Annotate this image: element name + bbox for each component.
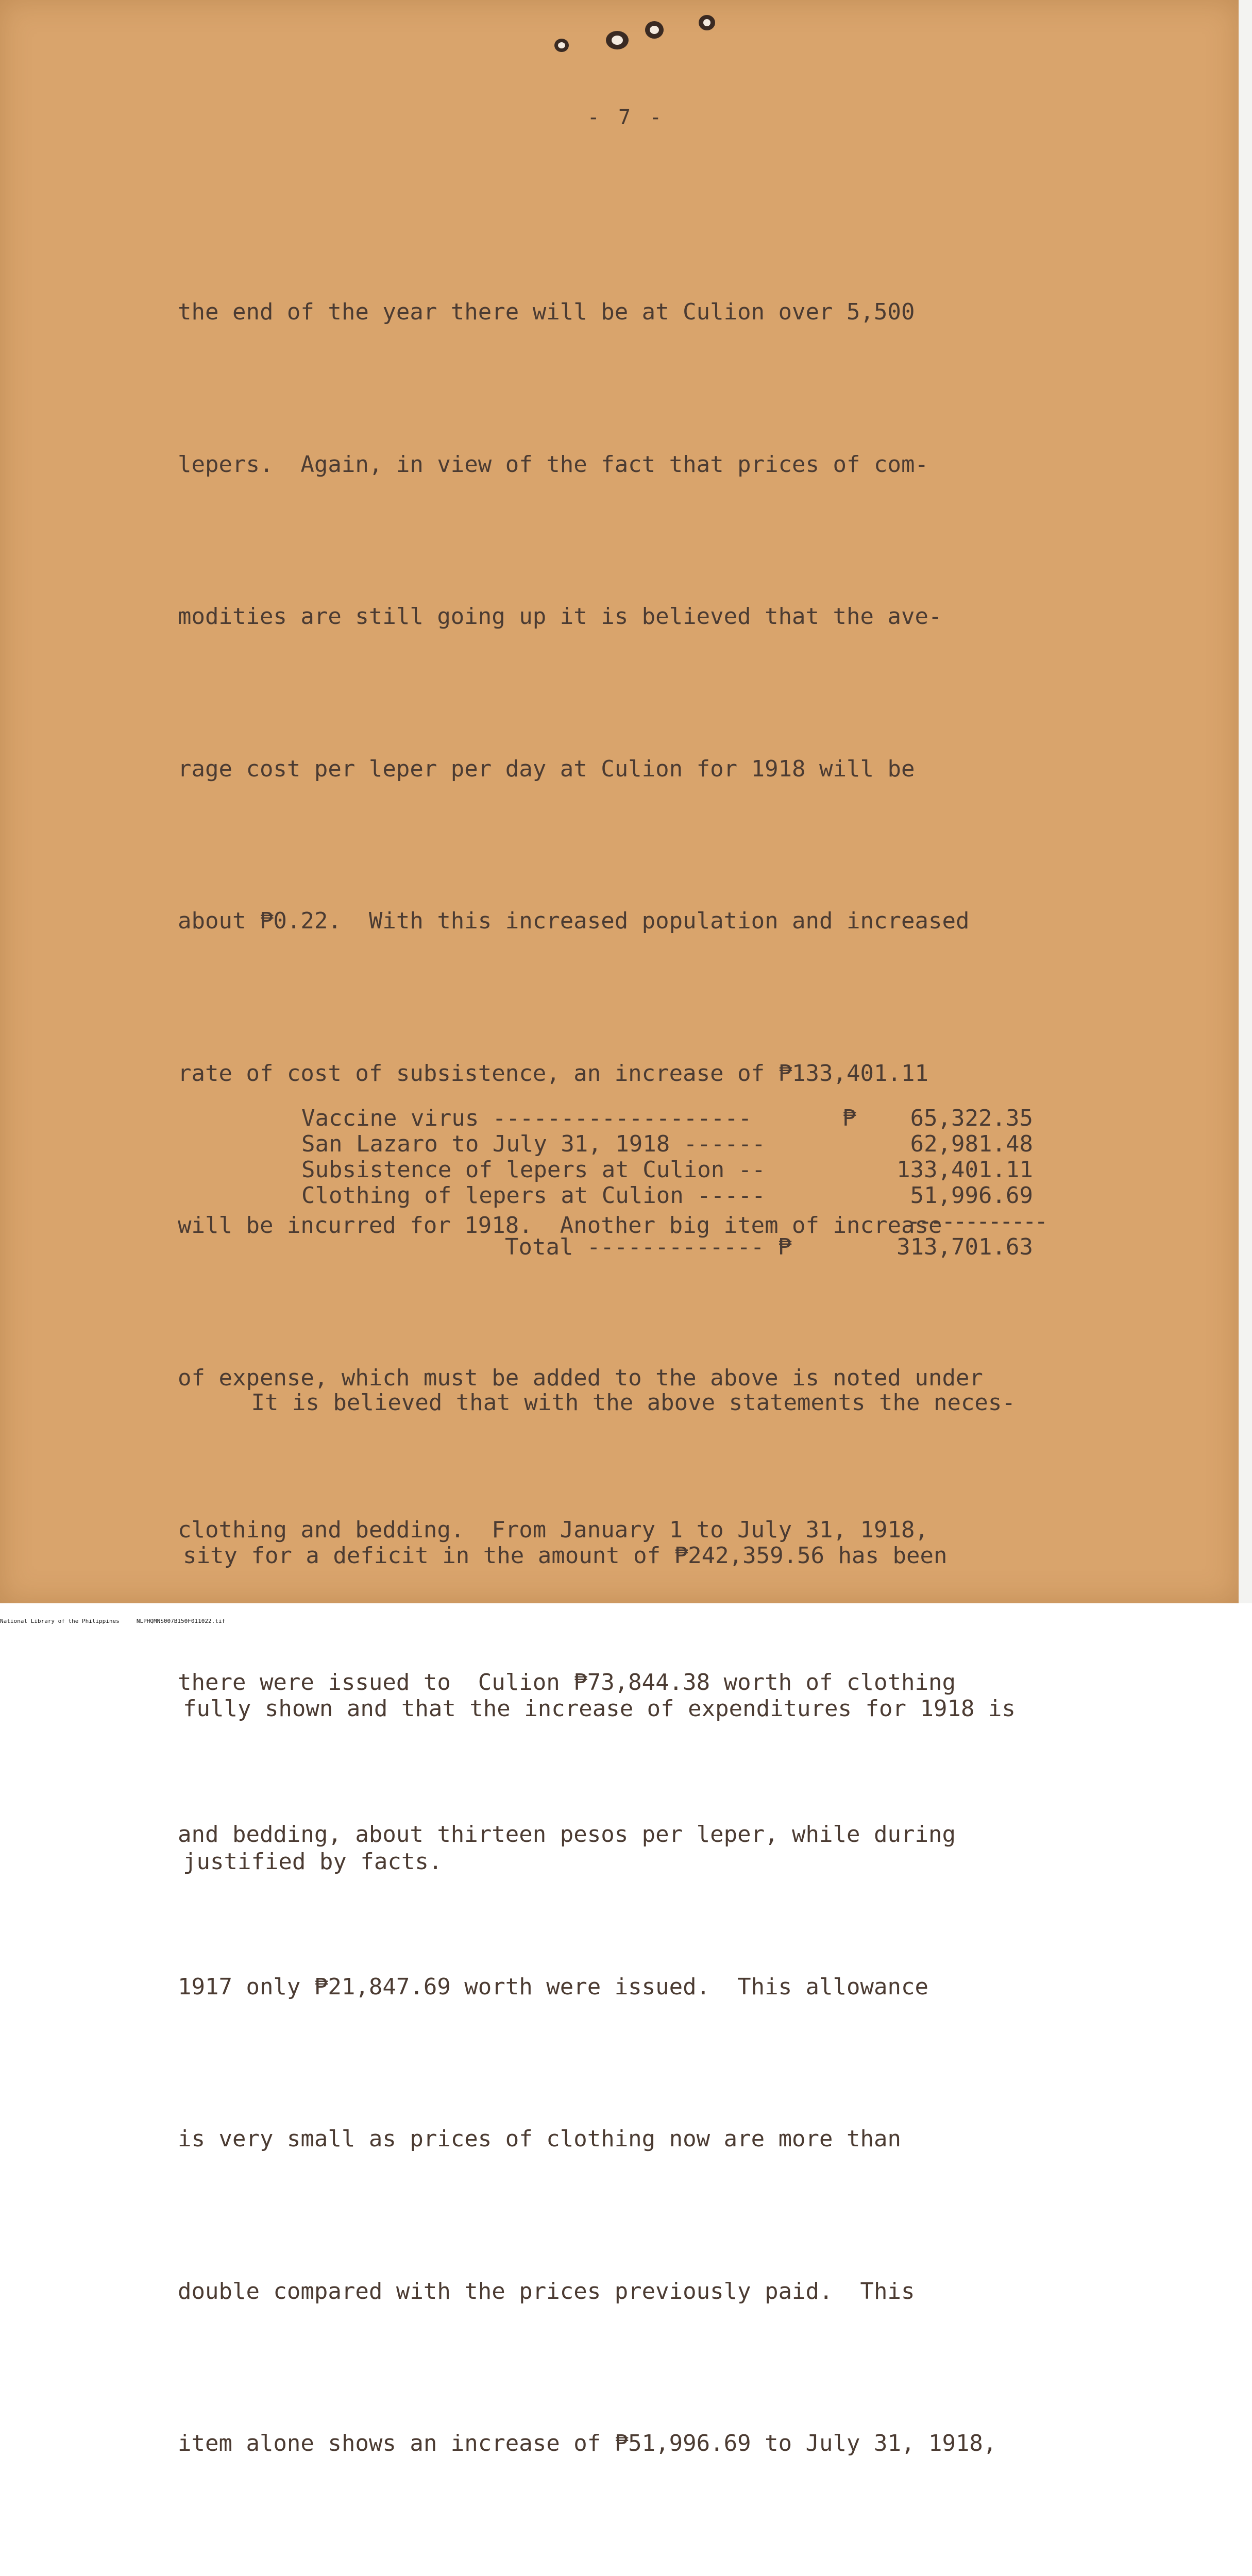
- ledger-item-amount: 133,401.11: [896, 1157, 1033, 1183]
- ledger-item-description: Subsistence of lepers at Culion --: [301, 1157, 766, 1183]
- ledger-item-description: San Lazaro to July 31, 1918 ------: [301, 1131, 766, 1157]
- body-line: modities are still going up it is believed that the ave-: [178, 591, 1157, 642]
- punch-hole: [612, 36, 623, 45]
- expense-ledger: [301, 1105, 1033, 1265]
- body-line: rate of cost of subsistence, an increase of ₱133,401.11: [178, 1048, 1157, 1099]
- file-identifier: NLPHQMNS007B150F011022.tif: [137, 1618, 225, 1624]
- body-line: there were issued to Culion ₱73,844.38 worth of clothing: [178, 1657, 1157, 1708]
- closing-paragraph: [183, 1275, 1162, 1938]
- body-line: of expense, which must be added to the above is noted under: [178, 1353, 1157, 1404]
- punch-hole: [650, 26, 659, 34]
- body-line: will be incurred for 1918. Another big item of increase: [178, 1200, 1157, 1251]
- body-line: lepers. Again, in view of the fact that prices of com-: [178, 439, 1157, 490]
- ledger-sum-rule: [301, 1208, 1033, 1231]
- ledger-item-amount: 62,981.48: [910, 1131, 1033, 1157]
- punch-holes-graphic: [546, 5, 732, 62]
- ledger-total-label: Total ------------- ₱: [505, 1234, 791, 1260]
- body-line: rage cost per leper per day at Culion for 1918 will be: [178, 744, 1157, 795]
- body-line: is very small as prices of clothing now are more than: [178, 2114, 1157, 2165]
- ledger-item-description: Vaccine virus -------------------: [301, 1105, 766, 1131]
- body-line: [178, 2571, 1157, 2576]
- peso-sign: ₱: [842, 1105, 856, 1131]
- ledger-total-row: [301, 1234, 1033, 1265]
- page-number: - 7 -: [551, 106, 701, 129]
- closing-line: fully shown and that the increase of expenditures for 1918 is: [183, 1683, 1162, 1734]
- body-line: the end of the year there will be at Culion over 5,500: [178, 287, 1157, 338]
- closing-line: sity for a deficit in the amount of ₱242,359.56 has been: [183, 1530, 1162, 1581]
- library-credit: National Library of the Philippines: [0, 1618, 120, 1624]
- body-line: 1917 only ₱21,847.69 worth were issued. This allowance: [178, 1962, 1157, 2013]
- punch-hole: [558, 42, 565, 48]
- ledger-row: [301, 1131, 1033, 1157]
- body-line: double compared with the prices previously paid. This: [178, 2266, 1157, 2317]
- ledger-total-amount: 313,701.63: [896, 1234, 1033, 1260]
- body-line: about ₱0.22. With this increased population and increased: [178, 896, 1157, 947]
- body-line: item alone shows an increase of ₱51,996.69 to July 31, 1918,: [178, 2418, 1157, 2469]
- punch-hole: [703, 19, 710, 26]
- scan-footer: [0, 1618, 225, 1624]
- body-line: clothing and bedding. From January 1 to July 31, 1918,: [178, 1505, 1157, 1556]
- ledger-item-amount: 51,996.69: [910, 1182, 1033, 1209]
- closing-line: It is believed that with the above statements the neces-: [183, 1377, 1162, 1428]
- ledger-row: [301, 1105, 1033, 1131]
- ledger-row: [301, 1182, 1033, 1208]
- ledger-item-description: Clothing of lepers at Culion -----: [301, 1182, 766, 1209]
- scan-edge-strip: [1239, 0, 1252, 1603]
- body-line: and bedding, about thirteen pesos per leper, while during: [178, 1809, 1157, 1860]
- ledger-rule-dashes: ------------: [907, 1208, 1046, 1234]
- ledger-item-amount: 65,322.35: [910, 1105, 1033, 1131]
- ledger-row: [301, 1157, 1033, 1182]
- closing-line: justified by facts.: [183, 1836, 1162, 1887]
